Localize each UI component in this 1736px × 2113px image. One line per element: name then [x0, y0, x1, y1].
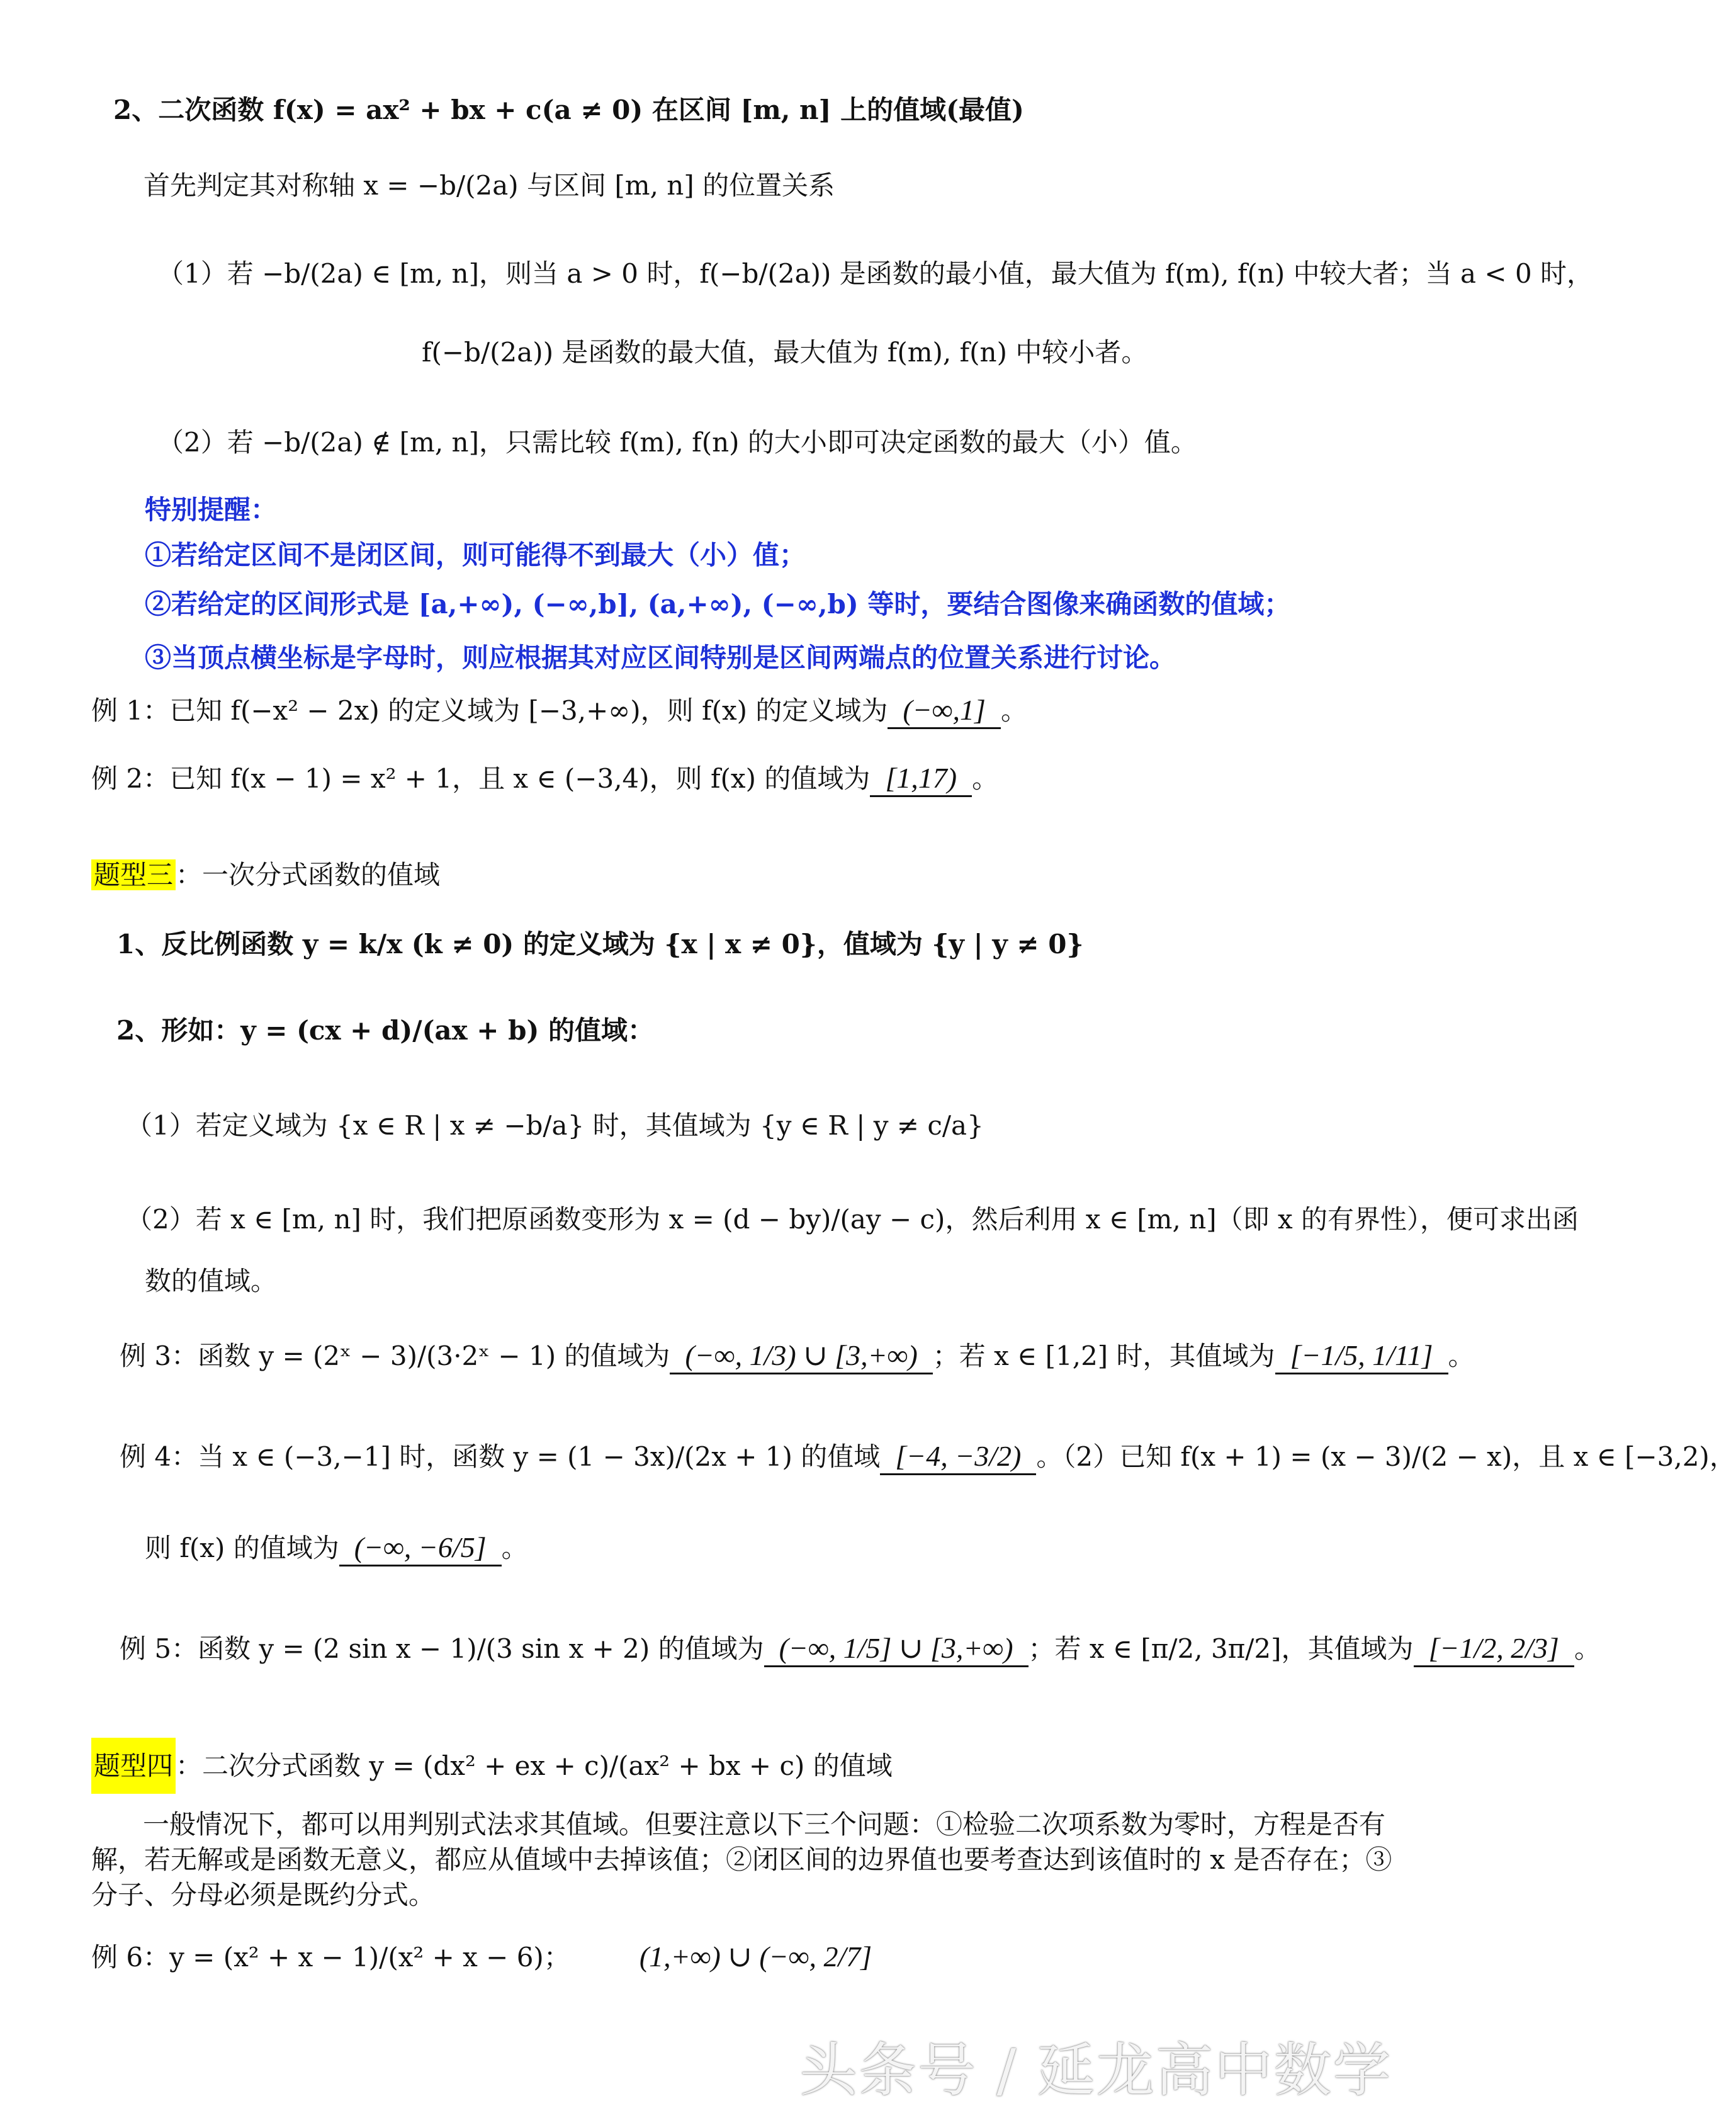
- section-3-heading: [91, 859, 440, 891]
- linear-fraction-case-2-cont: 数的值域。: [145, 1266, 278, 1296]
- section-3-title: ：一次分式函数的值域: [176, 859, 441, 890]
- case-1-line1: （1）若 −b/(2a) ∈ [m, n]，则当 a > 0 时，f(−b/(2a)) 是函数的最小值，最大值为 f(m), f(n) 中较大者；当 a < 0 时，: [157, 258, 1594, 289]
- example-4: [120, 1439, 1736, 1475]
- example-3-question: 例 3：函数 y = (2ˣ − 3)/(3·2ˣ − 1) 的值域为: [120, 1340, 670, 1371]
- case-1-line2: f(−b/(2a)) 是函数的最大值，最大值为 f(m), f(n) 中较小者。: [422, 337, 1148, 368]
- example-5-sub: ；若 x ∈ [π/2, 3π/2]，其值域为: [1028, 1633, 1414, 1664]
- example-1: 例 1：已知 f(−x² − 2x) 的定义域为 [−3,+∞)，则 f(x) 的定义域为 (−∞,1] 。: [91, 693, 1027, 729]
- example-3-answer-1: (−∞, 1/3) ∪ [3,+∞): [670, 1338, 932, 1374]
- section-3-label: 题型三: [91, 859, 176, 890]
- section-2-title: 2、二次函数 f(x) = ax² + bx + c(a ≠ 0) 在区间 [m, n] 上的值域(最值): [113, 94, 1024, 125]
- example-5-question: 例 5：函数 y = (2 sin x − 1)/(3 sin x + 2) 的值域为: [120, 1633, 764, 1664]
- linear-fraction-case-2: （2）若 x ∈ [m, n] 时，我们把原函数变形为 x = (d − by)/(ay − c)，然后利用 x ∈ [m, n]（即 x 的有界性），便可求出函: [126, 1204, 1579, 1235]
- example-6-question: 例 6：y = (x² + x − 1)/(x² + x − 6)；: [91, 1942, 570, 1973]
- example-5-answer-1: (−∞, 1/5] ∪ [3,+∞): [764, 1631, 1029, 1667]
- section-4-title: ：二次分式函数 y = (dx² + ex + c)/(ax² + bx + c) 的值域: [176, 1750, 893, 1781]
- case-2-line: （2）若 −b/(2a) ∉ [m, n]，只需比较 f(m), f(n) 的大小即可决定函数的最大（小）值。: [157, 427, 1197, 458]
- watermark: 头条号 / 延龙高中数学: [799, 2037, 1392, 2104]
- example-4-sub-question: 则 f(x) 的值域为: [145, 1532, 339, 1563]
- example-4-sub: 。（2）已知 f(x + 1) = (x − 3)/(2 − x)，且 x ∈ [−3,2)，: [1036, 1441, 1736, 1472]
- example-2-answer: [1,17): [870, 761, 972, 797]
- example-4-cont: 则 f(x) 的值域为 (−∞, −6/5] 。: [145, 1530, 528, 1566]
- example-2: 例 2：已知 f(x − 1) = x² + 1，且 x ∈ (−3,4)，则 f(x) 的值域为 [1,17) 。: [91, 761, 998, 797]
- section-4-label: 题型四: [91, 1738, 176, 1794]
- section-4-heading: [91, 1750, 893, 1782]
- example-3: 例 3：函数 y = (2ˣ − 3)/(3·2ˣ − 1) 的值域为 (−∞, 1/3) ∪ [3,+∞) ；若 x ∈ [1,2] 时，其值域为 [−1/5, 1/11] 。: [120, 1338, 1475, 1374]
- linear-fraction-form: 2、形如：y = (cx + d)/(ax + b) 的值域：: [116, 1015, 654, 1046]
- example-4-question: 例 4：当 x ∈ (−3,−1] 时，函数 y = (1 − 3x)/(2x + 1) 的值域: [120, 1441, 881, 1472]
- example-3-answer-2: [−1/5, 1/11]: [1275, 1338, 1448, 1374]
- reminder-2: ②若给定的区间形式是 [a,+∞), (−∞,b], (a,+∞), (−∞,b) 等时，要结合图像来确函数的值域；: [145, 589, 1291, 620]
- example-5: 例 5：函数 y = (2 sin x − 1)/(3 sin x + 2) 的值域为 (−∞, 1/5] ∪ [3,+∞) ；若 x ∈ [π/2, 3π/2]，其值域为 [−1/2, 2/3] 。: [120, 1631, 1601, 1667]
- inverse-proportion-text: 1、反比例函数 y = k/x (k ≠ 0) 的定义域为 {x | x ≠ 0}，值域为 {y | y ≠ 0}: [116, 929, 1084, 960]
- reminder-1: ①若给定区间不是闭区间，则可能得不到最大（小）值；: [145, 540, 806, 570]
- example-4-answer-2: (−∞, −6/5]: [339, 1530, 502, 1566]
- example-5-answer-2: [−1/2, 2/3]: [1414, 1631, 1574, 1667]
- special-reminder-title: 特别提醒：: [145, 494, 278, 525]
- example-3-sub: ；若 x ∈ [1,2] 时，其值域为: [932, 1340, 1275, 1371]
- section-4-paragraph: 一般情况下，都可以用判别式法求其值域。但要注意以下三个问题：①检验二次项系数为零时，方程是否有解，若无解或是函数无意义，都应从值域中去掉该值；②闭区间的边界值也要考查达到该值时的 x 是否存在；③分子、分母必须是既约分式。: [91, 1809, 1392, 1910]
- linear-fraction-case-1: （1）若定义域为 {x ∈ R | x ≠ −b/a} 时，其值域为 {y ∈ R | y ≠ c/a}: [126, 1110, 984, 1141]
- example-6: [91, 1939, 872, 1974]
- example-1-answer: (−∞,1]: [888, 693, 1001, 729]
- example-6-answer: (1,+∞) ∪ (−∞, 2/7]: [639, 1940, 872, 1973]
- example-4-answer-1: [−4, −3/2): [880, 1439, 1036, 1475]
- symmetry-axis-text: 首先判定其对称轴 x = −b/(2a) 与区间 [m, n] 的位置关系: [144, 170, 835, 201]
- reminder-3: ③当顶点横坐标是字母时，则应根据其对应区间特别是区间两端点的位置关系进行讨论。: [145, 642, 1176, 673]
- example-1-question: 例 1：已知 f(−x² − 2x) 的定义域为 [−3,+∞)，则 f(x) 的定义域为: [91, 695, 888, 726]
- example-2-question: 例 2：已知 f(x − 1) = x² + 1，且 x ∈ (−3,4)，则 f(x) 的值域为: [91, 763, 871, 794]
